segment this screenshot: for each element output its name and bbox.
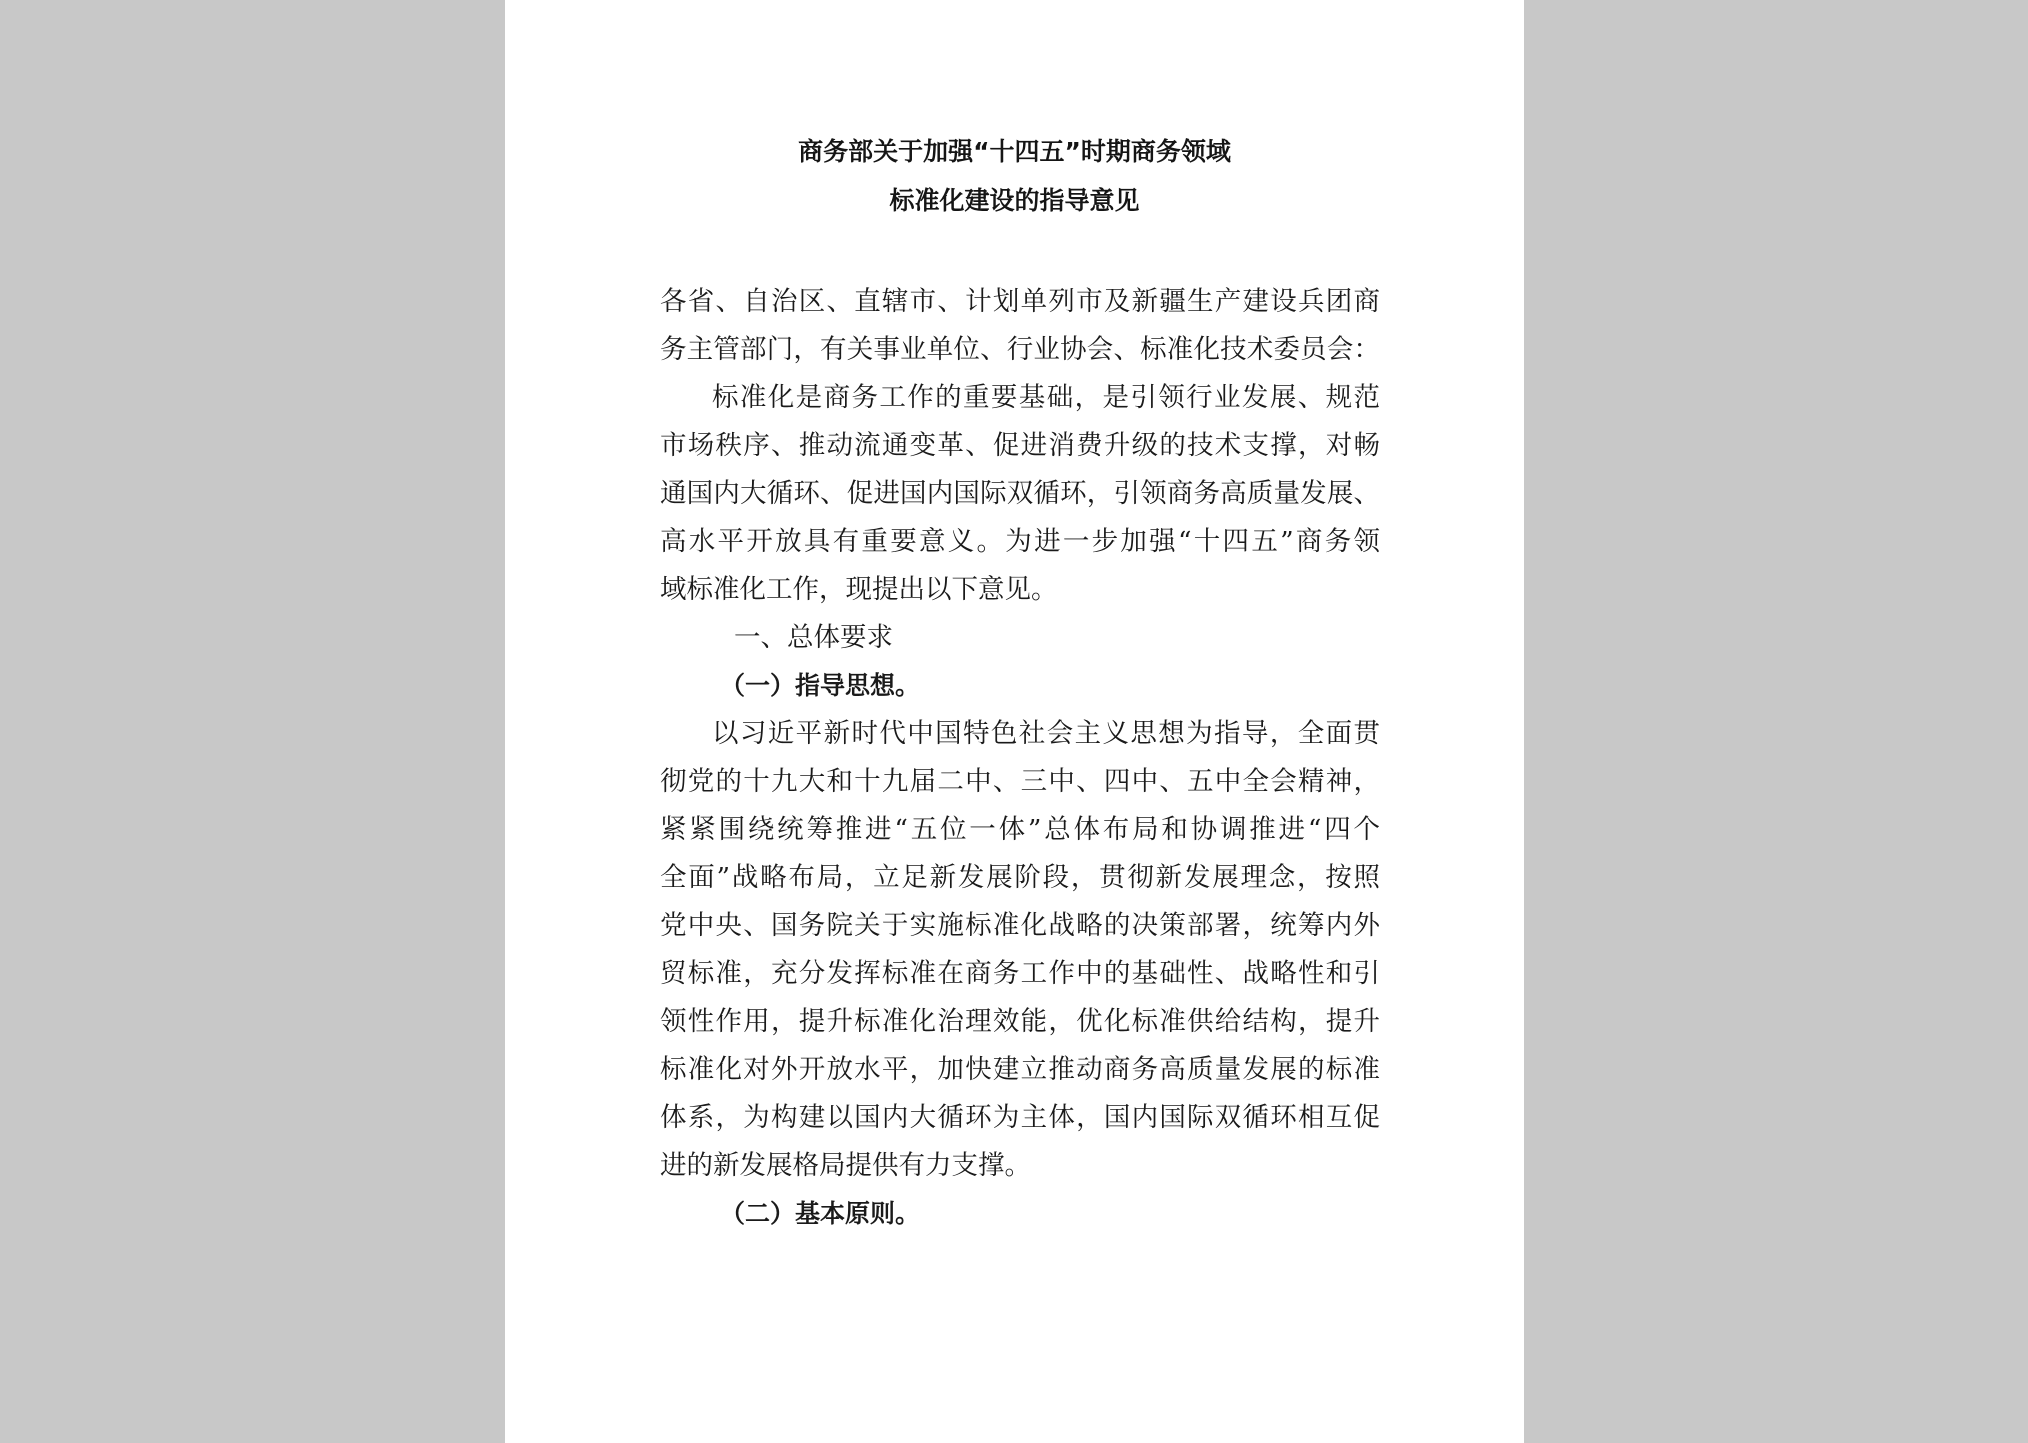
section-heading: 一、总体要求 xyxy=(734,622,893,653)
subsection-heading: （一）指导思想。 xyxy=(720,671,921,700)
paragraph-line: 党中央、国务院关于实施标准化战略的决策部署，统筹内外 xyxy=(660,910,1380,941)
addressee-line: 各省、自治区、直辖市、计划单列市及新疆生产建设兵团商 xyxy=(660,286,1380,317)
subsection-heading: （二）基本原则。 xyxy=(720,1199,921,1228)
paragraph-line: 紧紧围绕统筹推进“五位一体”总体布局和协调推进“四个 xyxy=(660,814,1380,845)
addressee-line: 务主管部门，有关事业单位、行业协会、标准化技术委员会： xyxy=(660,334,1380,365)
paragraph-line: 领性作用，提升标准化治理效能，优化标准供给结构，提升 xyxy=(660,1006,1380,1037)
paragraph-line: 标准化对外开放水平，加快建立推动商务高质量发展的标准 xyxy=(660,1054,1380,1085)
paragraph-line: 全面”战略布局，立足新发展阶段，贯彻新发展理念，按照 xyxy=(660,862,1380,893)
intro-line: 域标准化工作，现提出以下意见。 xyxy=(660,574,1058,605)
intro-line: 高水平开放具有重要意义。为进一步加强“十四五”商务领 xyxy=(660,526,1380,557)
intro-line: 标准化是商务工作的重要基础，是引领行业发展、规范 xyxy=(712,382,1380,413)
paragraph-line: 体系，为构建以国内大循环为主体，国内国际双循环相互促 xyxy=(660,1102,1380,1133)
document-page xyxy=(505,0,1524,1443)
document-title-line-2: 标准化建设的指导意见 xyxy=(889,186,1140,215)
paragraph-line: 进的新发展格局提供有力支撑。 xyxy=(660,1150,1031,1181)
paragraph-line: 贸标准，充分发挥标准在商务工作中的基础性、战略性和引 xyxy=(660,958,1380,989)
intro-line: 市场秩序、推动流通变革、促进消费升级的技术支撑，对畅 xyxy=(660,430,1380,461)
paragraph-line: 彻党的十九大和十九届二中、三中、四中、五中全会精神， xyxy=(660,766,1380,797)
paragraph-line: 以习近平新时代中国特色社会主义思想为指导，全面贯 xyxy=(712,718,1380,749)
document-title-line-1: 商务部关于加强“十四五”时期商务领域 xyxy=(798,137,1231,166)
intro-line: 通国内大循环、促进国内国际双循环，引领商务高质量发展、 xyxy=(660,478,1380,509)
document-body xyxy=(660,278,1380,1238)
